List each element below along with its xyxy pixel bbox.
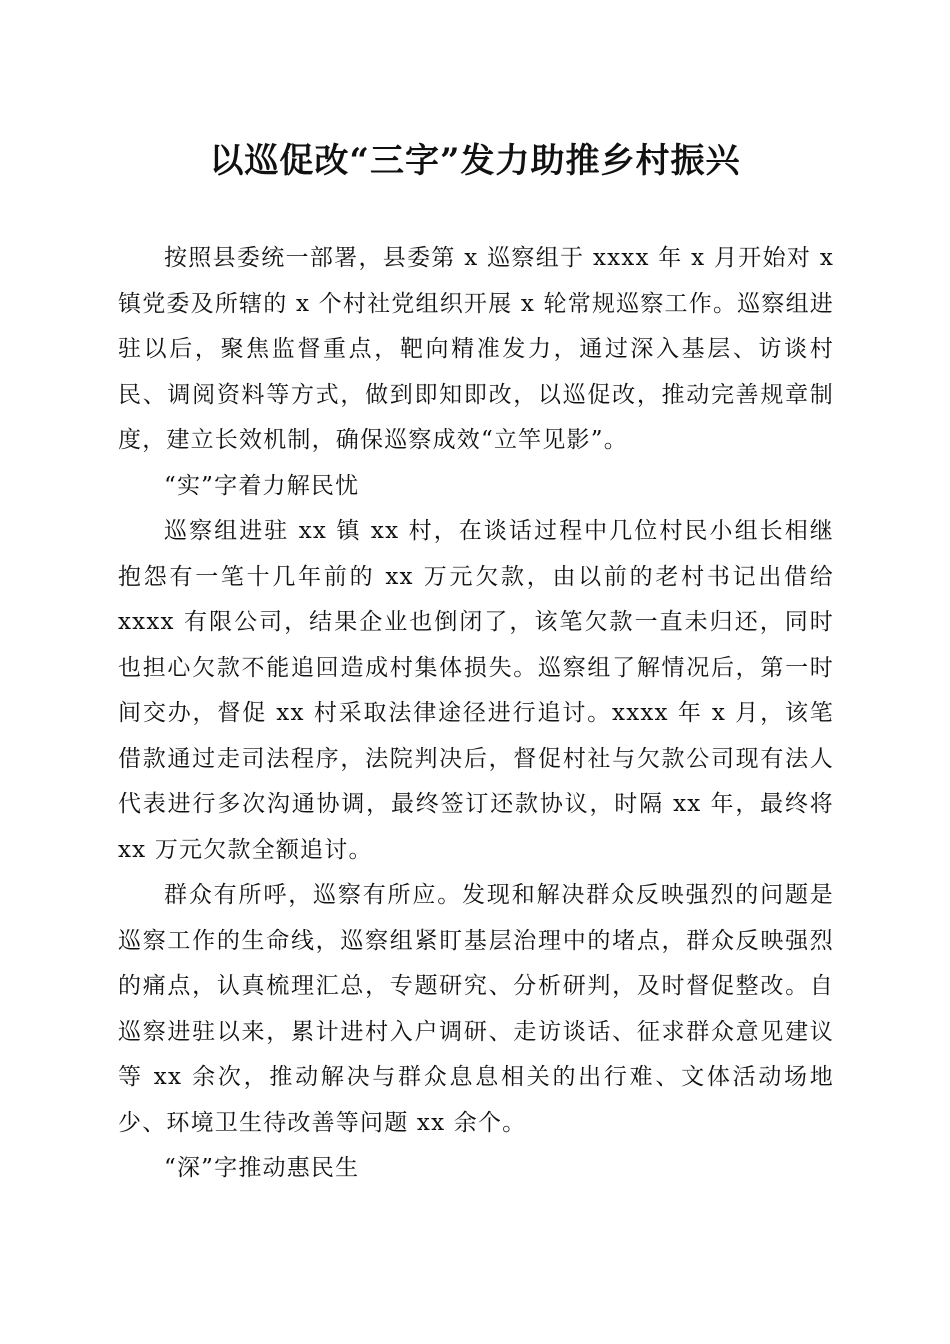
paragraph-intro: 按照县委统一部署，县委第 x 巡察组于 xxxx 年 x 月开始对 x 镇党委及所辖的 x 个村社党组织开展 x 轮常规巡察工作。巡察组进驻以后，聚焦监督重点，靶向精准发力，通过深入基层、访谈村民、调阅资料等方式，做到即知即改，以巡促改，推动完善规章制度，建立长效机制，确保巡察成效“立竿见影”。 (118, 245, 834, 453)
paragraph-debt-recovery: 巡察组进驻 xx 镇 xx 村，在谈话过程中几位村民小组长相继抱怨有一笔十几年前的 xx 万元欠款，由以前的老村书记出借给 xxxx 有限公司，结果企业也倒闭了，该笔欠款一直未归还，同时也担心欠款不能追回造成村集体损失。巡察组了解情况后，第一时间交办，督促 xx 村采取法律途径进行追讨。xxxx 年 x 月，该笔借款通过走司法程序，法院判决后，督促村社与欠款公司现有法人代表进行多次沟通协调，最终签订还款协议，时隔 xx 年，最终将 xx 万元欠款全额追讨。 (118, 518, 834, 863)
paragraph-public-response: 群众有所呼，巡察有所应。发现和解决群众反映强烈的问题是巡察工作的生命线，巡察组紧盯基层治理中的堵点，群众反映强烈的痛点，认真梳理汇总，专题研究、分析研判，及时督促整改。自巡察进驻以来，累计进村入户调研、走访谈话、征求群众意见建议等 xx 余次，推动解决与群众息息相关的出行难、文体活动场地少、环境卫生待改善等问题 xx 余个。 (118, 882, 834, 1136)
document-body (118, 236, 834, 1192)
section-heading-shen: “深”字推动惠民生 (164, 1155, 360, 1181)
section-heading-shi: “实”字着力解民忧 (164, 472, 360, 499)
document-title: 以巡促改“三字”发力助推乡村振兴 (209, 141, 741, 181)
